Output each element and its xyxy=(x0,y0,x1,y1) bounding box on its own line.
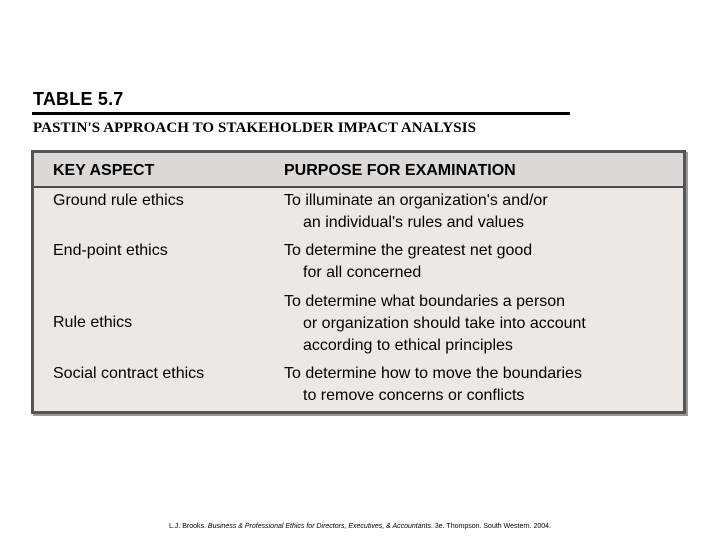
row-2-aspect: End-point ethics xyxy=(53,242,168,259)
row-2-purpose xyxy=(284,240,532,284)
row-3-purpose xyxy=(284,291,586,357)
table-number: TABLE 5.7 xyxy=(33,89,124,109)
row-4-purpose-line-1: To determine how to move the boundaries xyxy=(284,365,582,382)
row-1-purpose xyxy=(284,190,548,234)
row-1-aspect: Ground rule ethics xyxy=(53,192,184,209)
header-purpose: PURPOSE FOR EXAMINATION xyxy=(284,162,516,179)
row-4-aspect: Social contract ethics xyxy=(53,365,205,382)
row-4-purpose-line-2: to remove concerns or conflicts xyxy=(303,387,525,404)
source-credit xyxy=(0,523,720,530)
table-header-row xyxy=(34,153,683,188)
row-2-purpose-line-1: To determine the greatest net good xyxy=(284,242,533,259)
row-1-purpose-line-1: To illuminate an organization's and/or xyxy=(284,192,548,209)
credit-book-title: Business & Professional Ethics for Directors, Executives, & Accountants xyxy=(207,523,431,530)
row-1-purpose-line-2: an individual's rules and values xyxy=(303,214,524,231)
row-3-aspect: Rule ethics xyxy=(53,314,133,331)
credit-publication: . 3e. Thompson. South Western. 2004. xyxy=(430,523,551,530)
row-3-purpose-line-1: To determine what boundaries a person xyxy=(284,293,566,310)
row-3-purpose-line-3: according to ethical principles xyxy=(303,337,513,354)
table-title: PASTIN'S APPROACH TO STAKEHOLDER IMPACT ANALYSIS xyxy=(33,120,477,136)
row-2-purpose-line-2: for all concerned xyxy=(303,264,422,281)
stakeholder-table xyxy=(31,150,686,414)
credit-author: L.J. Brooks. xyxy=(169,523,208,530)
header-key-aspect: KEY ASPECT xyxy=(53,162,155,179)
title-rule xyxy=(32,112,570,115)
row-4-purpose xyxy=(284,363,582,407)
row-3-purpose-line-2: or organization should take into account xyxy=(303,315,586,332)
